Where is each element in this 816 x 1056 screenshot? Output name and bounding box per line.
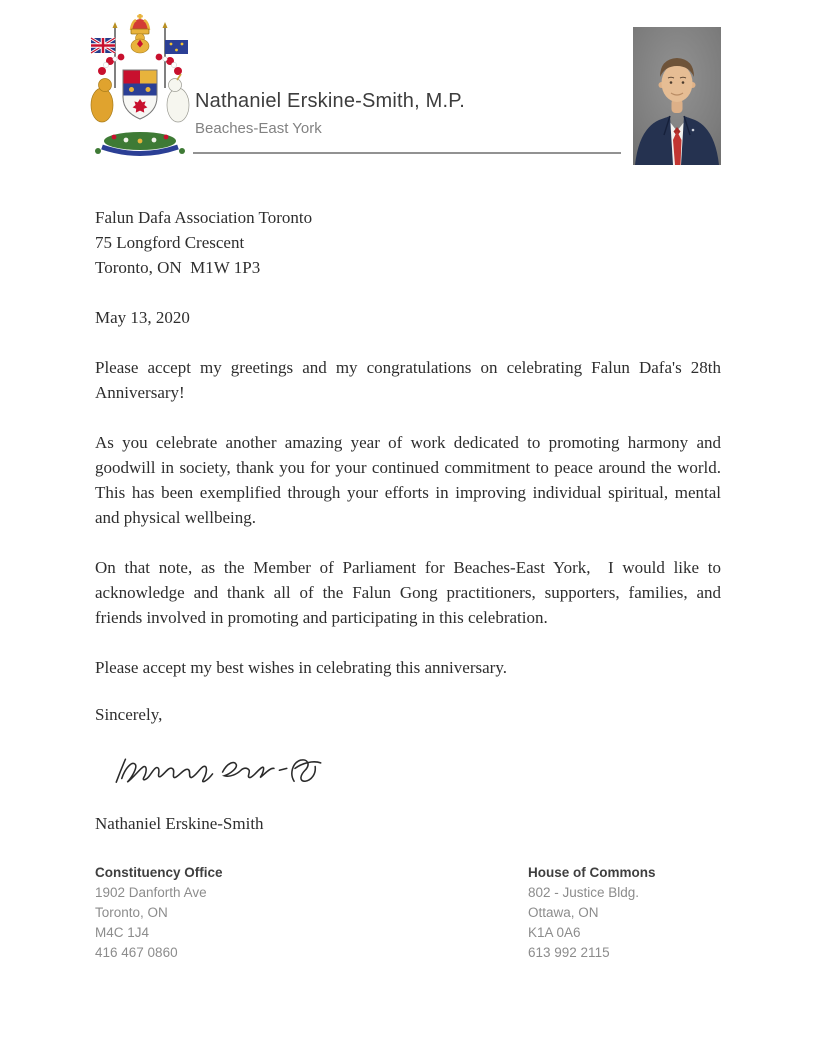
footer-line: K1A 0A6 xyxy=(528,925,581,940)
recipient-line: 75 Longford Crescent xyxy=(95,233,245,252)
footer-line: Ottawa, ON xyxy=(528,905,599,920)
recipient-address xyxy=(95,205,721,280)
mp-name: Nathaniel Erskine-Smith, M.P. xyxy=(195,90,465,112)
mp-portrait-photo xyxy=(633,27,721,165)
shield xyxy=(123,70,157,119)
contact-footer xyxy=(95,863,721,969)
footer-line: 802 - Justice Bldg. xyxy=(528,885,640,900)
footer-line: 1902 Danforth Ave xyxy=(95,885,207,900)
handwritten-signature-icon xyxy=(103,740,333,795)
unicorn-supporter xyxy=(167,74,189,122)
letter-date: May 13, 2020 xyxy=(95,308,190,327)
crown xyxy=(131,14,149,34)
footer-line: M4C 1J4 xyxy=(95,925,150,940)
royal-banner-flag xyxy=(165,40,188,54)
paragraph: Please accept my best wishes in celebrating this anniversary. xyxy=(95,658,507,677)
closing-salutation: Sincerely, xyxy=(95,705,163,724)
letterhead-text xyxy=(195,90,622,137)
house-of-commons-title: House of Commons xyxy=(528,865,656,880)
footer-line: Toronto, ON xyxy=(95,905,168,920)
house-of-commons-block xyxy=(528,863,656,963)
riding-name: Beaches-East York xyxy=(195,120,322,137)
constituency-office-title: Constituency Office xyxy=(95,865,223,880)
letter-content xyxy=(95,205,726,969)
canada-coat-of-arms-icon xyxy=(88,13,192,162)
footer-line: 416 467 0860 xyxy=(95,945,178,960)
lion-supporter xyxy=(91,79,113,123)
signer-name: Nathaniel Erskine-Smith xyxy=(95,814,264,833)
union-jack-flag xyxy=(91,38,115,53)
footer-line: 613 992 2115 xyxy=(528,945,610,960)
recipient-line: Toronto, ON M1W 1P3 xyxy=(95,258,261,277)
recipient-line: Falun Dafa Association Toronto xyxy=(95,208,313,227)
header-divider xyxy=(193,152,621,154)
paragraph: Please accept my greetings and my congratulations on celebrating Falun Dafa's 28th Anniversary! xyxy=(95,358,725,402)
paragraph: On that note, as the Member of Parliament for Beaches-East York, I would like to acknowledge and thank all of the Falun Gong practitioners, supporters, families, and friends involved in promoting and participating in this celebration. xyxy=(95,558,726,627)
paragraph: As you celebrate another amazing year of work dedicated to promoting harmony and goodwill in society, thank you for your continued commitment to peace around the world. This has been exemplified through your efforts in improving individual spiritual, mental and physical wellbeing. xyxy=(95,433,726,527)
